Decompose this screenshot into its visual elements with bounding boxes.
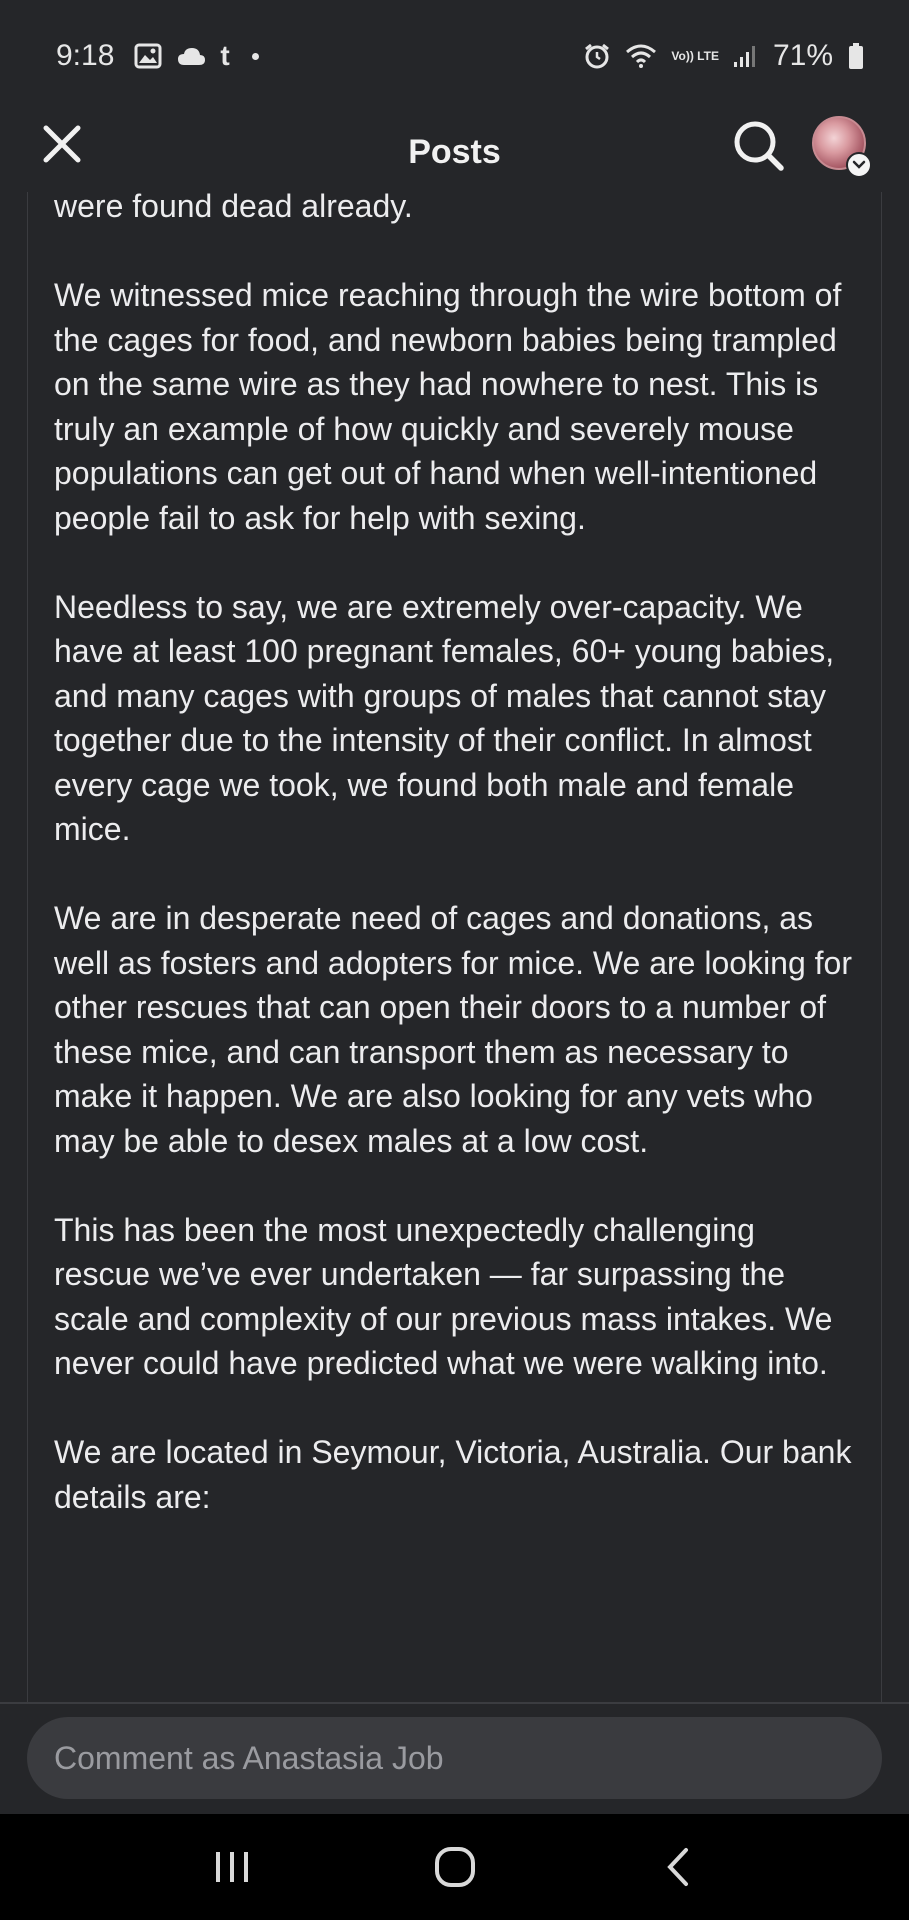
- tumblr-icon: t: [220, 40, 230, 71]
- page-title: Posts: [408, 132, 501, 171]
- post-paragraph: We witnessed mice reaching through the wire bottom of the cages for food, and newborn babies being trampled on the same wire as they had nowhere to nest. This is truly an example of how quickly and severely mouse populations can get out of hand when well-intentioned people fail to ask for help with sexing.: [54, 277, 842, 536]
- back-icon: [664, 1847, 692, 1887]
- post-paragraph: We are in desperate need of cages and donations, as well as fosters and adopters for mice. We are looking for other rescues that can open their doors to a number of these mice, and can transport them as necessary to make it happen. We are also looking for any vets who may be able to desex males at a low cost.: [54, 900, 852, 1159]
- battery-icon: [847, 42, 865, 70]
- post-paragraph: This has been the most unexpectedly challenging rescue we’ve ever undertaken — far surpassing the scale and complexity of our previous mass intakes. We never could have predicted what we were walking into.: [54, 1211, 833, 1381]
- wifi-icon: [625, 43, 657, 69]
- search-button[interactable]: [731, 118, 787, 174]
- recents-button[interactable]: [192, 1827, 272, 1907]
- signal-icon: [733, 44, 759, 68]
- cloud-icon: [176, 45, 206, 67]
- post-text: [28, 192, 881, 1519]
- volte-icon: Vo)) LTE: [671, 49, 719, 63]
- comment-bar: [0, 1704, 909, 1814]
- system-nav-bar: [0, 1814, 909, 1920]
- status-bar: [0, 0, 909, 112]
- status-right: [583, 39, 865, 73]
- status-time: 9:18: [56, 39, 115, 72]
- post-paragraph: Needless to say, we are extremely over-capacity. We have at least 100 pregnant females, 60+ young babies, and many cages with groups of males that cannot stay together due to the intensity of their conflict. In almost every cage we took, we found both male and female mice.: [54, 588, 835, 847]
- home-button[interactable]: [415, 1827, 495, 1907]
- profile-menu-button[interactable]: [812, 116, 872, 176]
- post-body[interactable]: [27, 192, 882, 1702]
- alarm-icon: [583, 42, 611, 70]
- battery-percent: 71%: [772, 39, 833, 72]
- recents-icon: [212, 1849, 252, 1885]
- status-left: [56, 39, 259, 73]
- close-button[interactable]: [40, 122, 84, 166]
- gallery-icon: [134, 43, 162, 69]
- chevron-down-icon: [852, 160, 866, 170]
- home-icon: [434, 1846, 476, 1888]
- close-icon: [40, 122, 84, 166]
- app-header: [0, 112, 909, 192]
- comment-input[interactable]: Comment as Anastasia Job: [27, 1717, 882, 1799]
- notification-dot-icon: [252, 53, 259, 60]
- search-icon: [731, 118, 787, 174]
- post-paragraph: were found dead already.: [54, 192, 413, 224]
- avatar-badge: [846, 152, 872, 178]
- post-paragraph: We are located in Seymour, Victoria, Australia. Our bank details are:: [54, 1434, 852, 1515]
- back-button[interactable]: [638, 1827, 718, 1907]
